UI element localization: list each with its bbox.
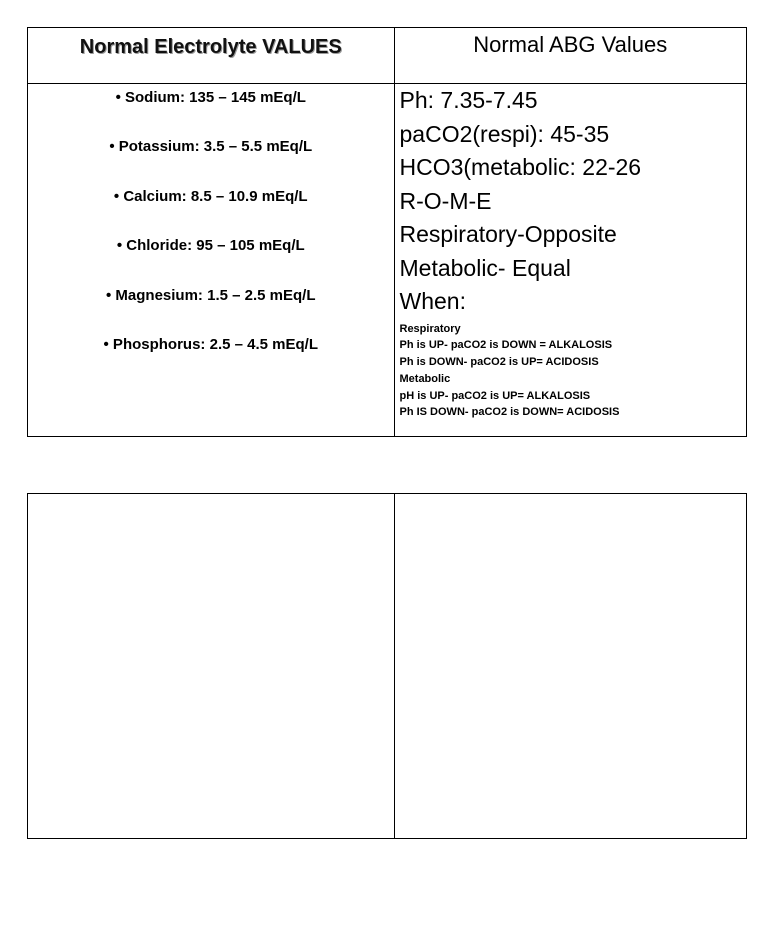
abg-when: When: bbox=[399, 288, 466, 314]
note-respiratory-heading: Respiratory bbox=[399, 322, 461, 335]
electrolyte-list bbox=[28, 84, 394, 384]
abg-cell bbox=[394, 84, 747, 437]
abg-hco3: HCO3(metabolic: 22-26 bbox=[399, 154, 642, 180]
abg-rome: R-O-M-E bbox=[399, 187, 492, 214]
abg-ph: Ph: 7.35-7.45 bbox=[399, 87, 538, 113]
abg-header: Normal ABG Values bbox=[394, 28, 747, 84]
note-metabolic-alkalosis: pH is UP- paCO2 is UP= ALKALOSIS bbox=[399, 389, 591, 402]
electrolyte-potassium: • Potassium: 3.5 – 5.5 mEq/L bbox=[109, 138, 313, 156]
note-respiratory-alkalosis: Ph is UP- paCO2 is DOWN = ALKALOSIS bbox=[399, 339, 613, 352]
electrolyte-magnesium: • Magnesium: 1.5 – 2.5 mEq/L bbox=[106, 286, 316, 304]
note-metabolic-heading: Metabolic bbox=[399, 372, 451, 385]
reference-table bbox=[27, 27, 747, 437]
electrolyte-cell bbox=[28, 84, 395, 437]
note-metabolic-acidosis: Ph IS DOWN- paCO2 is DOWN= ACIDOSIS bbox=[399, 406, 620, 419]
note-respiratory-acidosis: Ph is DOWN- paCO2 is UP= ACIDOSIS bbox=[399, 356, 599, 369]
empty-cell-left bbox=[28, 494, 395, 839]
empty-table bbox=[27, 493, 747, 839]
abg-metabolic-equal: Metabolic- Equal bbox=[399, 254, 571, 281]
electrolyte-phosphorus: • Phosphorus: 2.5 – 4.5 mEq/L bbox=[103, 335, 318, 353]
empty-cell-right bbox=[394, 494, 747, 839]
electrolyte-chloride: • Chloride: 95 – 105 mEq/L bbox=[116, 237, 305, 255]
abg-paco2: paCO2(respi): 45-35 bbox=[399, 120, 610, 147]
electrolyte-calcium: • Calcium: 8.5 – 10.9 mEq/L bbox=[113, 187, 308, 205]
electrolyte-sodium: • Sodium: 135 – 145 mEq/L bbox=[115, 89, 306, 106]
abg-notes bbox=[400, 321, 747, 434]
electrolyte-header: Normal Electrolyte VALUES bbox=[28, 28, 395, 84]
abg-respiratory-opposite: Respiratory-Opposite bbox=[399, 221, 617, 247]
